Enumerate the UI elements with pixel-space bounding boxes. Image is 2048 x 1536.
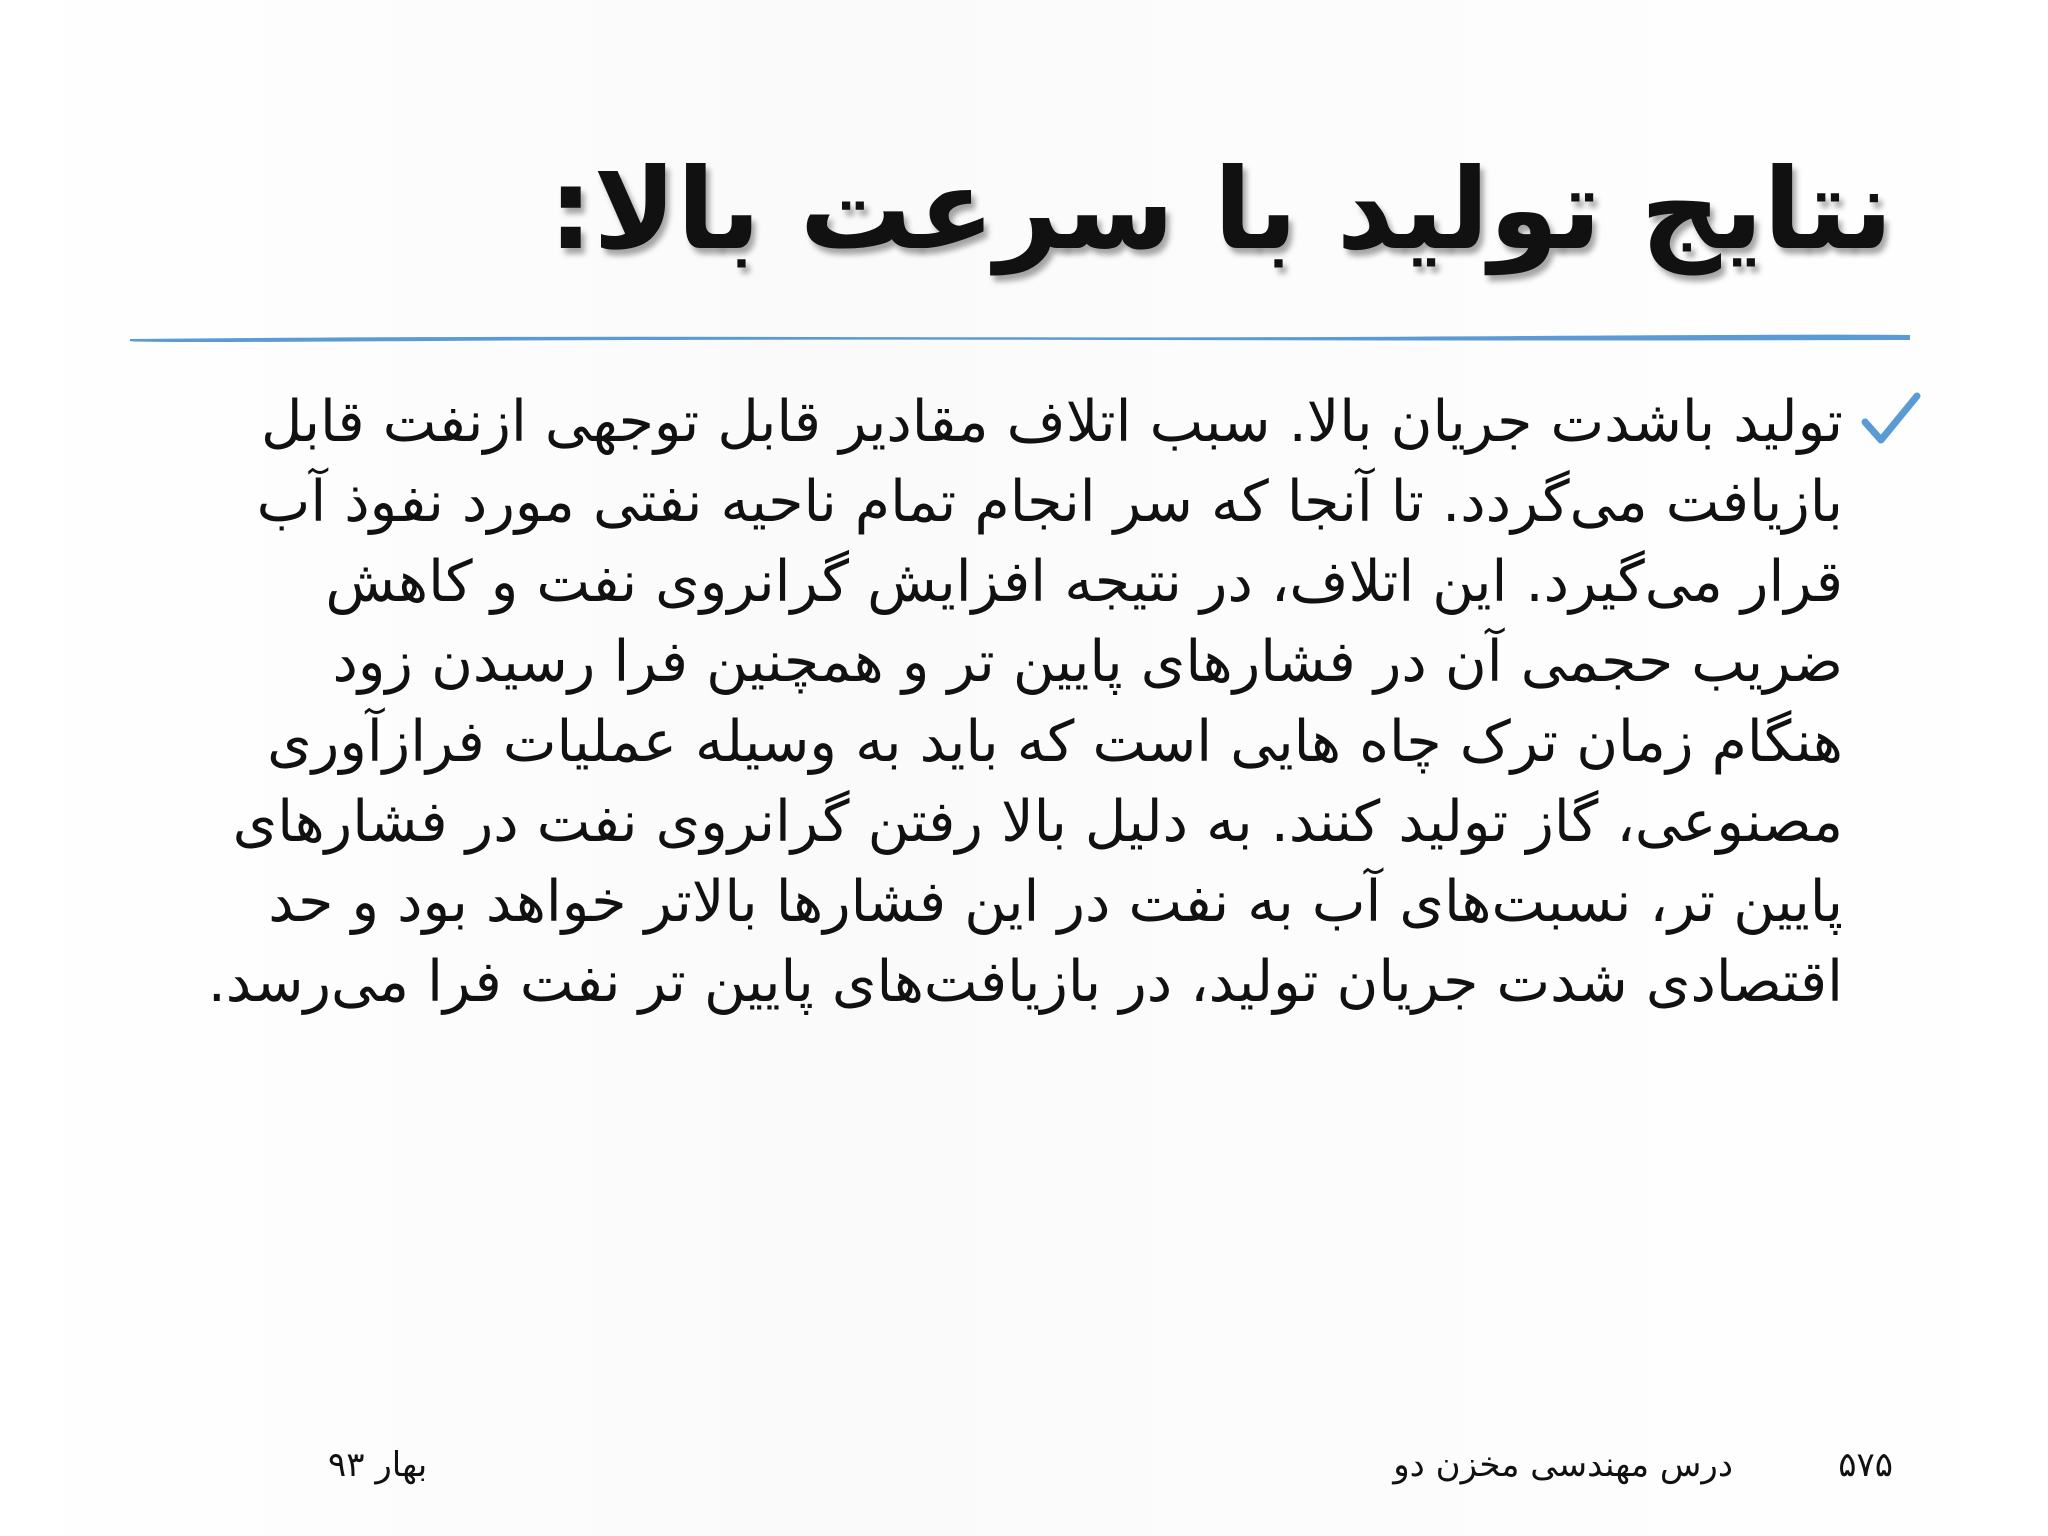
footer-course-name: درس مهندسی مخزن دو <box>1393 1445 1733 1485</box>
slide-title: نتایج تولید با سرعت بالا: <box>548 145 1893 275</box>
slide-content <box>163 382 1923 1082</box>
body-line: پایین تر، نسبت‌های آب به نفت در این فشارها بالاتر خواهد بود و حد <box>268 869 1843 935</box>
body-line: اقتصادی شدت جریان تولید، در بازیافت‌های پایین تر نفت فرا می‌رسد. <box>207 949 1843 1015</box>
title-divider <box>130 331 1910 345</box>
checkmark-icon <box>1859 388 1923 452</box>
body-line: قرار می‌گیرد. این اتلاف، در نتیجه افزایش گرانروی نفت و کاهش <box>325 549 1843 615</box>
footer-date: بهار ۹۳ <box>328 1445 428 1485</box>
body-paragraph <box>163 382 1843 1022</box>
body-line: ضریب حجمی آن در فشارهای پایین تر و همچنین فرا رسیدن زود <box>332 629 1843 695</box>
body-line: بازیافت می‌گردد. تا آنجا که سر انجام تمام ناحیه نفتی مورد نفوذ آب <box>256 469 1843 535</box>
body-line: هنگام زمان ترک چاه هایی است که باید به وسیله عملیات فرازآوری <box>267 709 1843 775</box>
body-line: مصنوعی، گاز تولید کنند. به دلیل بالا رفتن گرانروی نفت در فشارهای <box>232 789 1843 855</box>
footer-page-number: ۵۷۵ <box>1838 1445 1893 1485</box>
body-line: تولید باشدت جریان بالا. سبب اتلاف مقادیر قابل توجهی ازنفت قابل <box>260 389 1843 455</box>
